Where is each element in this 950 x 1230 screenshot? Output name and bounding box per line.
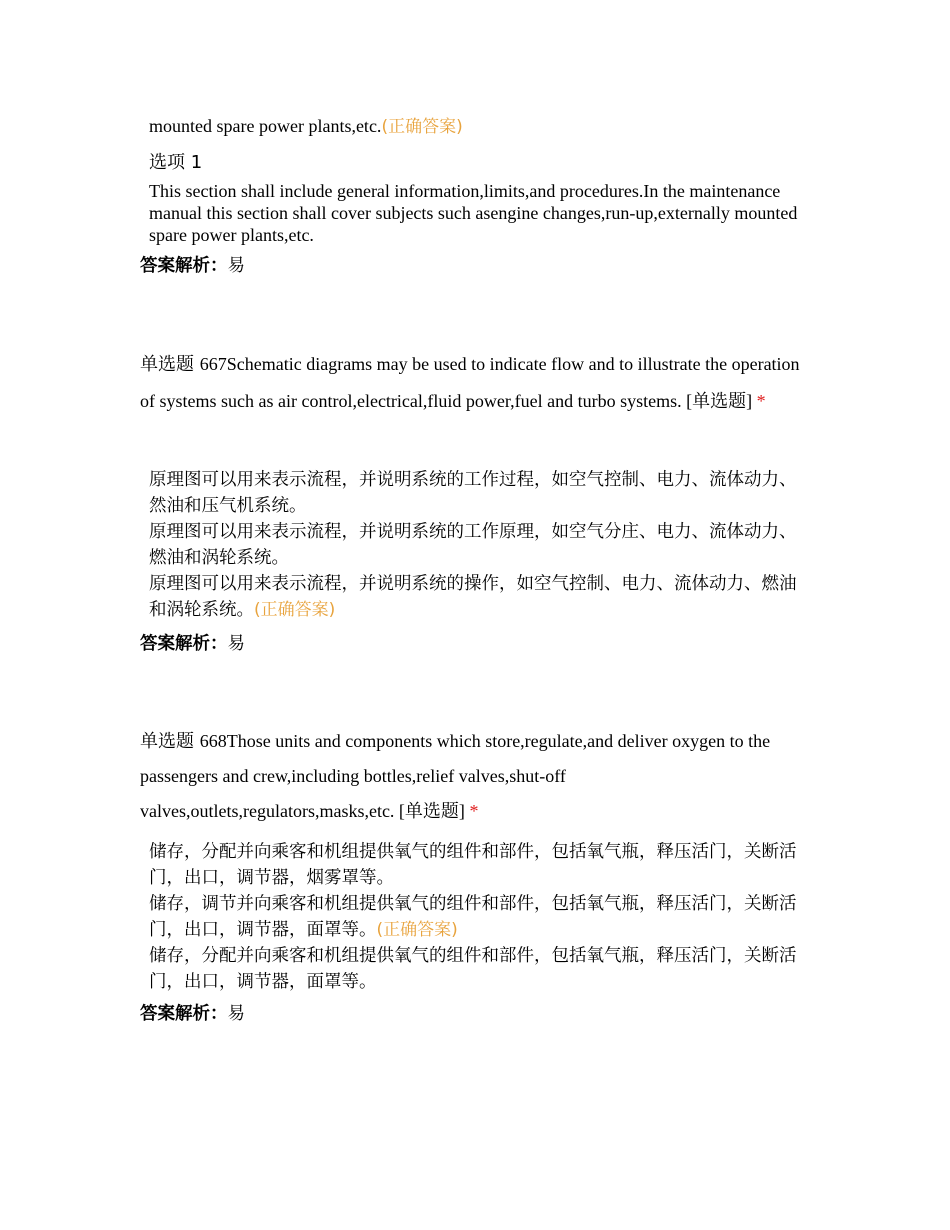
option-1-text: This section shall include general information,limits,and procedures.In the maintenance manual this section shall cover subjects such asengine changes,run-up,externally mounted spare power plants,etc. xyxy=(149,181,798,245)
prev-question-block xyxy=(140,115,810,138)
correct-answer-marker: (正确答案) xyxy=(381,117,463,137)
correct-answer-marker: (正确答案) xyxy=(376,920,458,940)
option-tail xyxy=(149,115,810,138)
required-mark: * xyxy=(469,801,479,821)
answer-analysis xyxy=(140,631,245,656)
question-number: 667 xyxy=(199,354,227,374)
option-667-a[interactable]: 原理图可以用来表示流程，并说明系统的工作过程，如空气控制、电力、流体动力、然油和压气机系统。 xyxy=(149,470,797,516)
question-number: 668 xyxy=(199,731,227,751)
option-tail-text: mounted spare power plants,etc. xyxy=(149,116,382,136)
option-label xyxy=(149,148,202,174)
option-667-c-text: 原理图可以用来表示流程，并说明系统的操作，如空气控制、电力、流体动力、燃油和涡轮系统。 xyxy=(149,574,797,620)
answer-analysis xyxy=(140,253,245,278)
analysis-value: 易 xyxy=(227,256,245,276)
answer-analysis xyxy=(140,1001,245,1026)
question-type: 单选题 xyxy=(140,731,200,752)
option-668-b-text: 储存，调节并向乘客和机组提供氧气的组件和部件，包括氧气瓶，释压活门，关断活门，出口，调节器，面罩等。 xyxy=(149,894,797,940)
question-668-options xyxy=(140,839,810,995)
analysis-value: 易 xyxy=(227,634,245,654)
question-668-title xyxy=(140,724,800,829)
analysis-value: 易 xyxy=(227,1004,245,1024)
option-667-b[interactable]: 原理图可以用来表示流程，并说明系统的工作原理，如空气分庄、电力、流体动力、燃油和涡轮系统。 xyxy=(149,522,797,568)
question-667-title xyxy=(140,346,812,420)
question-text: Schematic diagrams may be used to indicate flow and to illustrate the operation of systems such as air control,electrical,fluid power,fuel and turbo systems. [单选题] xyxy=(140,354,800,411)
required-mark: * xyxy=(756,391,766,411)
option-label-text: 选项 1 xyxy=(149,152,203,173)
option-667-c[interactable] xyxy=(149,571,810,623)
analysis-label: 答案解析： xyxy=(140,256,228,276)
correct-answer-marker: (正确答案) xyxy=(254,600,336,620)
question-text: Those units and components which store,regulate,and deliver oxygen to the passengers and crew,including bottles,relief valves,shut-off valves,outlets,regulators,masks,etc. [单选题] xyxy=(140,731,771,821)
question-667-options xyxy=(140,467,810,623)
analysis-label: 答案解析： xyxy=(140,1004,228,1024)
option-668-b[interactable] xyxy=(149,891,810,943)
analysis-label: 答案解析： xyxy=(140,634,228,654)
question-type: 单选题 xyxy=(140,354,200,375)
option-668-a[interactable]: 储存，分配并向乘客和机组提供氧气的组件和部件，包括氧气瓶，释压活门，关断活门，出口，调节器，烟雾罩等。 xyxy=(149,842,797,888)
option-668-c[interactable]: 储存，分配并向乘客和机组提供氧气的组件和部件，包括氧气瓶，释压活门，关断活门，出口，调节器，面罩等。 xyxy=(149,946,797,992)
